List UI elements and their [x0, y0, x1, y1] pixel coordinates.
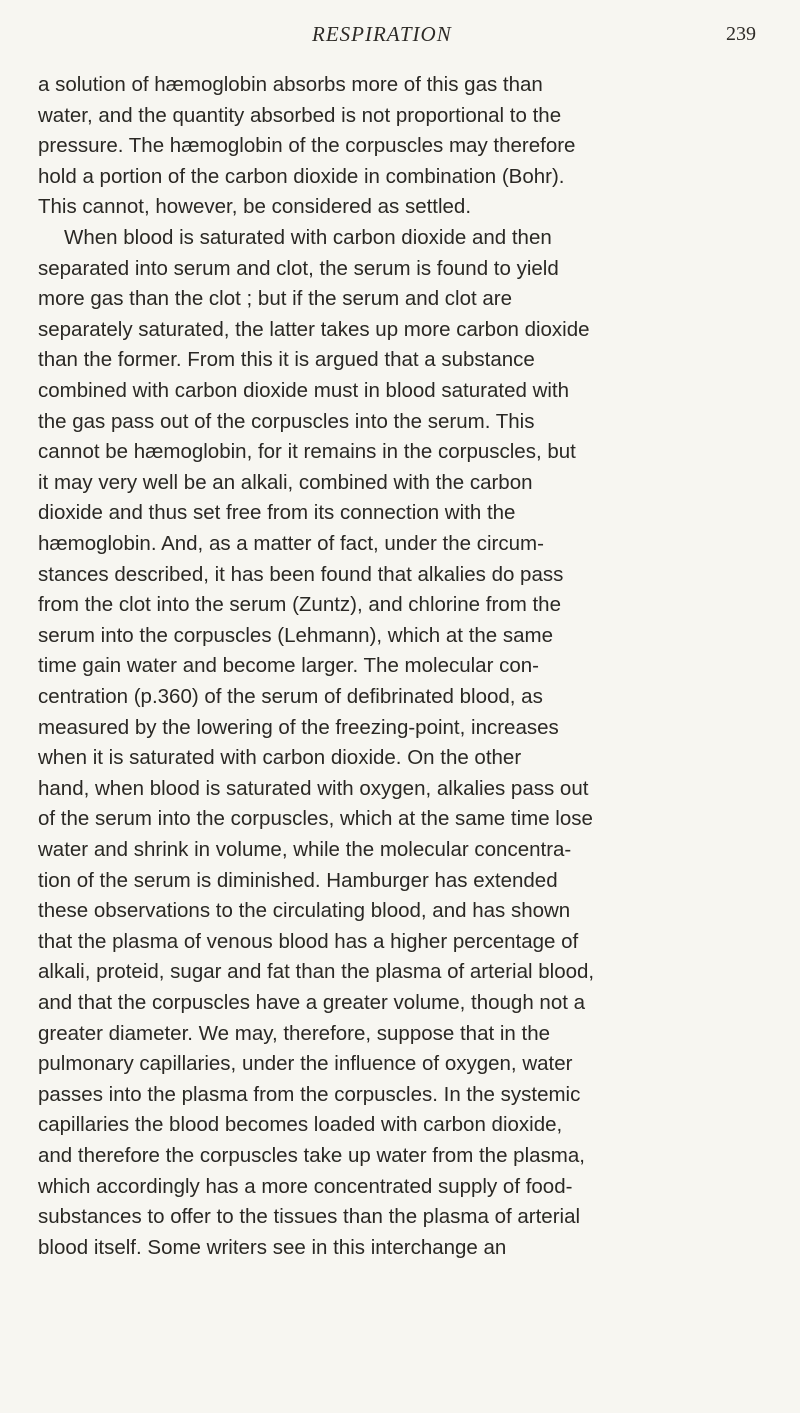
text-line: pulmonary capillaries, under the influence of oxygen, water: [38, 1052, 573, 1076]
text-line: separately saturated, the latter takes up more carbon dioxide: [38, 317, 590, 341]
text-line: of the serum into the corpuscles, which at the same time lose: [38, 807, 593, 831]
text-line: pressure. The hæmoglobin of the corpuscles may therefore: [38, 134, 576, 158]
text-line: water, and the quantity absorbed is not proportional to the: [38, 103, 562, 127]
text-line: hæmoglobin. And, as a matter of fact, under the circum-: [38, 532, 544, 555]
text-line: serum into the corpuscles (Lehmann), which at the same: [38, 623, 554, 647]
text-line: tion of the serum is diminished. Hamburger has extended: [38, 868, 558, 892]
text-line: that the plasma of venous blood has a higher percentage of: [38, 929, 579, 953]
text-line: hand, when blood is saturated with oxygen, alkalies pass out: [38, 776, 589, 800]
text-line: stances described, it has been found that alkalies do pass: [38, 562, 564, 586]
text-line: when it is saturated with carbon dioxide. On the other: [38, 746, 522, 770]
text-line: time gain water and become larger. The molecular con-: [38, 654, 539, 678]
text-line: capillaries the blood becomes loaded with carbon dioxide,: [38, 1113, 563, 1137]
text-line: dioxide and thus set free from its connection with the: [38, 501, 516, 525]
text-line: a solution of hæmoglobin absorbs more of this gas than: [38, 73, 543, 96]
text-line: measured by the lowering of the freezing-point, increases: [38, 715, 559, 739]
text-line: and therefore the corpuscles take up water from the plasma,: [38, 1144, 585, 1167]
text-line: from the clot into the serum (Zuntz), and chlorine from the: [38, 593, 561, 617]
text-line: it may very well be an alkali, combined with the carbon: [38, 470, 533, 494]
text-line: centration (p.360) of the serum of defibrinated blood, as: [38, 685, 543, 708]
text-line: more gas than the clot ; but if the serum and clot are: [38, 287, 513, 311]
text-line: separated into serum and clot, the serum is found to yield: [38, 256, 559, 280]
text-line: the gas pass out of the corpuscles into the serum. This: [38, 409, 535, 433]
text-line: greater diameter. We may, therefore, suppose that in the: [38, 1021, 551, 1045]
text-line: cannot be hæmoglobin, for it remains in the corpuscles, but: [38, 440, 576, 464]
text-line: combined with carbon dioxide must in blood saturated with: [38, 379, 570, 402]
page-number: 239: [726, 23, 756, 45]
text-line: which accordingly has a more concentrated supply of food-: [38, 1174, 573, 1198]
running-title: RESPIRATION: [312, 22, 452, 46]
text-line: than the former. From this it is argued that a substance: [38, 348, 535, 372]
text-line: water and shrink in volume, while the molecular concentra-: [38, 838, 572, 861]
page-header: [0, 22, 800, 58]
text-line: substances to offer to the tissues than the plasma of arterial: [38, 1205, 581, 1229]
text-line: When blood is saturated with carbon dioxide and then: [64, 226, 552, 249]
text-line: blood itself. Some writers see in this interchange an: [38, 1235, 507, 1259]
text-line: alkali, proteid, sugar and fat than the plasma of arterial blood,: [38, 960, 595, 984]
text-line: hold a portion of the carbon dioxide in combination (Bohr).: [38, 164, 565, 188]
text-line: This cannot, however, be considered as settled.: [38, 195, 472, 219]
text-line: and that the corpuscles have a greater volume, though not a: [38, 991, 586, 1014]
text-line: these observations to the circulating blood, and has shown: [38, 899, 571, 923]
text-line: passes into the plasma from the corpuscles. In the systemic: [38, 1082, 581, 1106]
